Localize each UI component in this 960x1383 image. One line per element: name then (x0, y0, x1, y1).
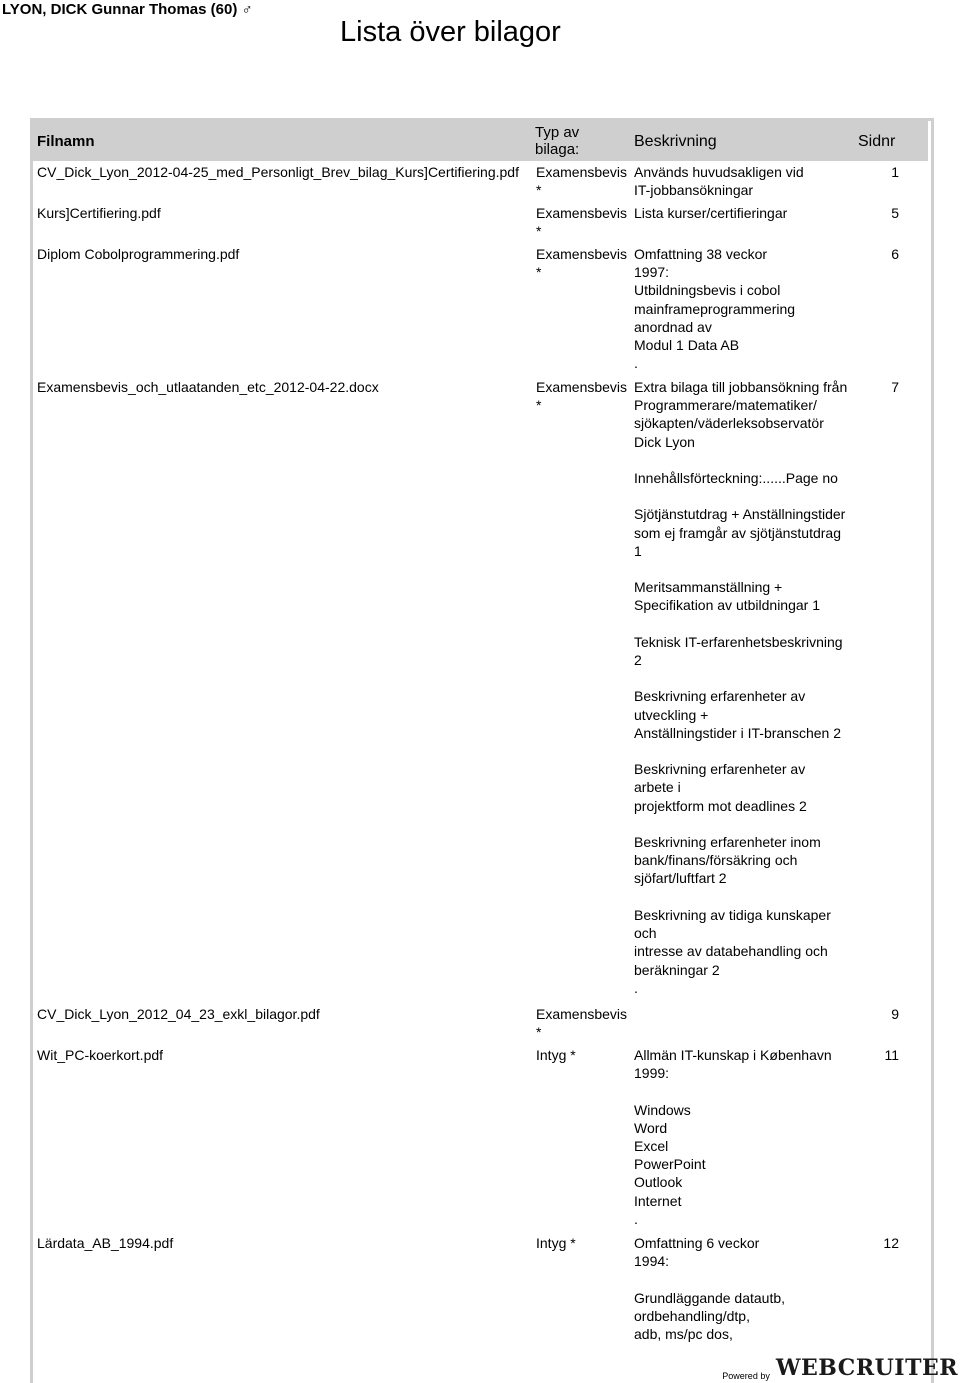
table-row-description: Omfattning 38 veckor 1997: Utbildningsbevis i cobol mainframeprogrammering anordnad av Modul 1 Data AB . (634, 246, 796, 372)
person-name: LYON, DICK Gunnar Thomas (60) ♂ (2, 1, 253, 18)
powered-by-footer (722, 1355, 958, 1381)
table-row-type: Examensbevis * (536, 379, 628, 414)
column-header-type-line2: bilaga: (535, 141, 580, 158)
table-row-page: 9 (891, 1006, 899, 1022)
table-row-description: Extra bilaga till jobbansökning från Programmerare/matematiker/ sjökapten/väderleksobservatör Dick Lyon Innehållsförteckning:......Page no Sjötjänstutdrag + Anställningstider som ej framgår av sjötjänstutdrag 1 Meritsammanställning + Specifikation av utbildningar 1 Teknisk IT-erfarenhetsbeskrivning 2 Beskrivning erfarenheter av utveckling + Anställningstider i IT-branschen 2 Beskrivning erfarenheter av arbete i projektform mot deadlines 2 Beskrivning erfarenheter inom bank/finans/försäkring och sjöfart/luftfart 2 Beskrivning av tidiga kunskaper och intresse av databehandling och beräkningar 2 . (634, 379, 848, 996)
table-row-type: Intyg * (536, 1047, 576, 1063)
table-row-type: Examensbevis * (536, 246, 628, 281)
table-row-filename[interactable]: Wit_PC-koerkort.pdf (37, 1047, 164, 1063)
table-row-filename[interactable]: Examensbevis_och_utlaatanden_etc_2012-04-22.docx (37, 379, 379, 395)
column-header-filename: Filnamn (37, 133, 95, 150)
table-row-type: Examensbevis * (536, 205, 628, 240)
table-row-type: Examensbevis * (536, 1006, 628, 1041)
table-row-filename[interactable]: CV_Dick_Lyon_2012_04_23_exkl_bilagor.pdf (37, 1006, 320, 1022)
table-row-page: 7 (891, 379, 899, 395)
table-header (33, 121, 928, 161)
table-row-filename[interactable]: Kurs]Certifiering.pdf (37, 205, 161, 221)
table-row-page: 5 (891, 205, 899, 221)
table-row-filename[interactable]: Diplom Cobolprogrammering.pdf (37, 246, 240, 262)
table-row-type: Examensbevis * (536, 164, 628, 199)
webcruiter-logo: WEBCRUITER (775, 1355, 958, 1381)
table-row-description: Omfattning 6 veckor 1994: Grundläggande datautb, ordbehandling/dtp, adb, ms/pc dos, (634, 1235, 786, 1343)
column-header-type-line1: Typ av (535, 124, 580, 141)
table-row-description: Allmän IT-kunskap i København 1999: Windows Word Excel PowerPoint Outlook Internet . (634, 1047, 832, 1227)
powered-by-label: Powered by (722, 1371, 770, 1381)
table-row-page: 12 (883, 1235, 899, 1251)
table-row-filename[interactable]: CV_Dick_Lyon_2012-04-25_med_Personligt_Brev_bilag_Kurs]Certifiering.pdf (37, 164, 519, 180)
table-row-filename[interactable]: Lärdata_AB_1994.pdf (37, 1235, 174, 1251)
table-row-description: Lista kurser/certifieringar (634, 205, 788, 221)
table-row-page: 1 (891, 164, 899, 180)
table-row-page: 6 (891, 246, 899, 262)
table-row-type: Intyg * (536, 1235, 576, 1251)
column-header-page: Sidnr (858, 133, 896, 150)
column-header-description: Beskrivning (634, 133, 717, 150)
table-row-page: 11 (884, 1047, 899, 1063)
page-title: Lista över bilagor (340, 16, 561, 48)
table-row-description: Används huvudsakligen vid IT-jobbansökningar (634, 164, 804, 199)
